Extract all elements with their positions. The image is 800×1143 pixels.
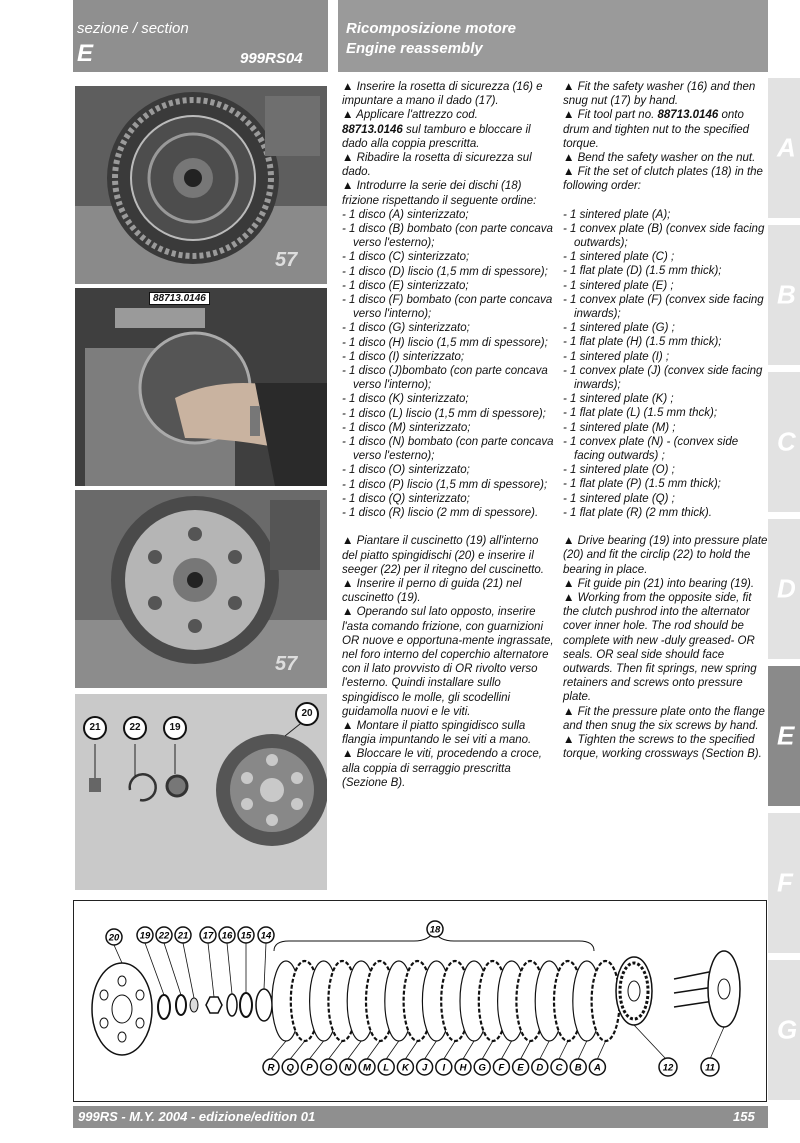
callout-21: 21 (83, 716, 107, 740)
svg-text:19: 19 (139, 930, 151, 942)
leader-line (634, 1025, 666, 1059)
list-item-en-l: - 1 flat plate (L) (1.5 mm thck); (563, 407, 718, 420)
callout-plate-k (397, 1059, 413, 1075)
tab-e[interactable] (768, 666, 800, 806)
step-en-2-a: ▲ Fit tool part no. (563, 109, 655, 122)
step-it-2-a: ▲ Applicare l'attrezzo cod. (342, 109, 478, 122)
list-item-it-l: - 1 disco (L) liscio (1,5 mm di spessore); (342, 407, 546, 420)
svg-text:N: N (344, 1062, 352, 1074)
list-item-en-r: - 1 flat plate (R) (2 mm thick). (563, 506, 712, 519)
leader-line (290, 1041, 305, 1059)
leader-line (444, 1041, 455, 1059)
callout-top-20 (106, 929, 122, 945)
svg-text:L: L (383, 1062, 390, 1074)
svg-text:P: P (306, 1062, 313, 1074)
list-item-en-k: - 1 sintered plate (K) ; (563, 393, 674, 406)
svg-text:20: 20 (108, 932, 120, 944)
photo-clutch-drum (75, 86, 327, 284)
model-code: 999RS04 (240, 50, 303, 67)
svg-text:12: 12 (662, 1062, 674, 1074)
step-it-4: ▲ Introdurre la serie dei dischi (18) frizione rispettando il seguente ordine: (342, 180, 537, 207)
callout-plate-p (301, 1059, 317, 1075)
leader-line (264, 943, 266, 989)
svg-text:B: B (574, 1062, 582, 1074)
list-item-it-m: - 1 disco (M) sinterizzato; (342, 421, 471, 434)
list-item-en-m: - 1 sintered plate (M) ; (563, 421, 676, 434)
list-item-en-f: - 1 convex plate (F) (convex side facing inwards); (563, 293, 764, 321)
step-en-9: ▲ Tighten the screws to the specified torque, working crossways (Section B). (563, 733, 762, 761)
svg-text:17: 17 (202, 930, 214, 942)
tab-d[interactable] (768, 519, 800, 659)
svg-text:14: 14 (260, 930, 272, 942)
callout-19: 19 (163, 716, 187, 740)
tab-f-label: F (777, 867, 793, 898)
clutch-drum-drawing (616, 957, 652, 1025)
svg-text:I: I (442, 1062, 446, 1074)
list-item-it-e: - 1 disco (E) sinterizzato; (342, 279, 469, 292)
leader-line (597, 1041, 605, 1059)
step-it-2-b: sul tamburo e bloccare il dado alla coppia prescritta. (342, 123, 531, 150)
list-item-en-j: - 1 convex plate (J) (convex side facing inwards); (563, 364, 763, 392)
svg-text:E: E (517, 1062, 524, 1074)
leader-line (540, 1041, 549, 1059)
leader-line (271, 1041, 286, 1059)
leader-line (309, 1041, 323, 1059)
step-en-8: ▲ Fit the pressure plate onto the flange and then snug the six screws by hand. (563, 705, 765, 732)
list-item-it-j: - 1 disco (J)bombato (con parte concava verso l'interno); (342, 365, 548, 392)
callout-top-19 (137, 927, 153, 943)
step-it-3: ▲ Ribadire la rosetta di sicurezza sul dado. (342, 152, 532, 179)
page-title-en: Engine reassembly (346, 40, 483, 57)
svg-text:K: K (401, 1062, 409, 1074)
svg-text:D: D (536, 1062, 544, 1074)
leader-line (405, 1041, 417, 1059)
tab-e-label: E (777, 720, 795, 751)
leader-line (227, 943, 232, 994)
svg-text:18: 18 (429, 924, 441, 936)
callout-top-17 (200, 927, 216, 943)
callout-plate-d (532, 1059, 548, 1075)
list-item-en-d: - 1 flat plate (D) (1.5 mm thick); (563, 265, 722, 278)
list-item-it-g: - 1 disco (G) sinterizzato; (342, 322, 470, 335)
leader-line (329, 1041, 343, 1059)
callout-plate-m (359, 1059, 375, 1075)
list-item-it-r: - 1 disco (R) liscio (2 mm di spessore). (342, 507, 539, 520)
list-item-en-a: - 1 sintered plate (A); (563, 208, 671, 221)
step-it-9: ▲ Bloccare le viti, procedendo a croce, alla coppia di serraggio prescritta (Sezione B). (342, 748, 542, 789)
tab-b[interactable] (768, 225, 800, 365)
callout-top-18 (427, 921, 443, 937)
tab-c[interactable] (768, 372, 800, 512)
exploded-clutch-diagram (73, 900, 767, 1102)
tab-g[interactable] (768, 960, 800, 1100)
svg-text:G: G (478, 1062, 486, 1074)
callout-top-22 (156, 927, 172, 943)
step-en-1: ▲ Fit the safety washer (16) and then snug nut (17) by hand. (563, 81, 756, 108)
tab-b-label: B (777, 279, 796, 310)
list-item-it-o: - 1 disco (O) sinterizzato; (342, 464, 470, 477)
clutch-hub-drawing (674, 951, 740, 1027)
list-item-en-b: - 1 convex plate (B) (convex side facing outwards); (563, 222, 765, 250)
callout-20: 20 (295, 702, 319, 726)
list-item-it-c: - 1 disco (C) sinterizzato; (342, 251, 470, 264)
exploded-view-drawing (74, 901, 766, 1101)
section-letter: E (77, 40, 94, 67)
callout-plate-j (417, 1059, 433, 1075)
callout-plate-a (589, 1059, 605, 1075)
tab-c-label: C (777, 426, 796, 457)
callout-plate-q (282, 1059, 298, 1075)
list-item-it-k: - 1 disco (K) sinterizzato; (342, 393, 469, 406)
page-title-it: Ricomposizione motore (346, 20, 517, 37)
leader-line (482, 1041, 493, 1059)
section-label: sezione / section (77, 20, 189, 37)
tab-f[interactable] (768, 813, 800, 953)
leader-line (578, 1041, 587, 1059)
callout-plate-f (493, 1059, 509, 1075)
svg-text:F: F (498, 1062, 505, 1074)
list-item-en-g: - 1 sintered plate (G) ; (563, 322, 675, 335)
svg-text:57: 57 (275, 249, 298, 271)
footer-edition: 999RS - M.Y. 2004 - edizione/edition 01 (78, 1109, 316, 1124)
tool-code-en: 88713.0146 (657, 109, 719, 122)
list-item-en-q: - 1 sintered plate (Q) ; (563, 492, 675, 505)
callout-plate-n (340, 1059, 356, 1075)
pressure-plate-drawing (92, 963, 152, 1055)
callout-top-15 (238, 927, 254, 943)
list-item-it-i: - 1 disco (I) sinterizzato; (342, 350, 465, 363)
svg-text:11: 11 (705, 1062, 715, 1074)
callout-12 (659, 1058, 677, 1076)
leader-line (521, 1041, 531, 1059)
svg-text:C: C (555, 1062, 563, 1074)
list-item-en-h: - 1 flat plate (H) (1.5 mm thick); (563, 336, 722, 349)
callout-plate-h (455, 1059, 471, 1075)
leader-line (501, 1041, 511, 1059)
callout-22: 22 (123, 716, 147, 740)
callout-plate-e (513, 1059, 529, 1075)
svg-text:16: 16 (221, 930, 233, 942)
small-parts-drawing (158, 989, 272, 1021)
leader-line (367, 1041, 380, 1059)
callout-plate-o (321, 1059, 337, 1075)
svg-text:57: 57 (275, 653, 298, 675)
svg-text:21: 21 (177, 930, 189, 942)
photo-pressure-plate-mounted (75, 490, 327, 688)
svg-text:A: A (593, 1062, 601, 1074)
list-item-en-e: - 1 sintered plate (E) ; (563, 279, 674, 292)
svg-text:J: J (421, 1062, 428, 1074)
callout-plate-c (551, 1059, 567, 1075)
photo-parts (75, 694, 327, 890)
step-en-3: ▲ Bend the safety washer on the nut. (563, 152, 756, 165)
callout-plate-r (263, 1059, 279, 1075)
leader-line (463, 1041, 474, 1059)
callout-top-21 (175, 927, 191, 943)
callout-top-16 (219, 927, 235, 943)
step-it-6: ▲ Inserire il perno di guida (21) nel cuscinetto (19). (342, 577, 522, 605)
leader-line (164, 943, 181, 995)
callout-plate-b (570, 1059, 586, 1075)
callout-top-14 (258, 927, 274, 943)
list-item-it-d: - 1 disco (D) liscio (1,5 mm di spessore); (342, 265, 548, 278)
list-item-it-q: - 1 disco (Q) sinterizzato; (342, 492, 470, 505)
step-en-2-b: onto drum and tighten nut to the specified torque. (563, 109, 750, 150)
photo-tool-applied (75, 288, 327, 486)
callout-plate-l (378, 1059, 394, 1075)
list-item-it-n: - 1 disco (N) bombato (con parte concava verso l'esterno); (342, 436, 554, 463)
step-it-7: ▲ Operando sul lato opposto, inserire l'asta comando frizione, con guarnizioni OR nuove e opportuna-mente ingrassate, nel foro interno del coperchio alternatore con il lato provvisto di OR rivolto verso l'esterno. Quindi installare sullo spingidisco le molle, gli scodellini guidamolla nuovi e le viti. (342, 606, 554, 718)
tab-a-label: A (777, 132, 796, 163)
callout-plate-i (436, 1059, 452, 1075)
leader-line (183, 943, 194, 998)
tool-code-it: 88713.0146 (342, 123, 403, 136)
callout-plate-g (474, 1059, 490, 1075)
svg-text:O: O (324, 1062, 333, 1074)
list-item-it-h: - 1 disco (H) liscio (1,5 mm di spessore); (342, 336, 548, 349)
step-it-2 (342, 108, 554, 151)
clutch-plate-a (592, 961, 620, 1041)
tab-a[interactable] (768, 78, 800, 218)
leader-line (114, 945, 122, 963)
list-item-it-a: - 1 disco (A) sinterizzato; (342, 208, 469, 221)
svg-text:22: 22 (158, 930, 170, 942)
step-en-7: ▲ Working from the opposite side, fit the clutch pushrod into the alternator cover inner hole. The rod should be complete with new -duly greased- OR seals. OR seal side should face outwards. Then fit springs, new spring retainers and screws onto pressure plate. (563, 591, 757, 704)
step-en-6: ▲ Fit guide pin (21) into bearing (19). (563, 577, 755, 590)
step-it-8: ▲ Montare il piatto spingidisco sulla flangia impuntando le sei viti a mano. (342, 719, 532, 747)
svg-text:R: R (267, 1062, 275, 1074)
tool-part-label: 88713.0146 (149, 292, 210, 305)
text-column-italian (342, 80, 554, 790)
text-column-english (563, 80, 769, 761)
clutch-plates-stack (272, 961, 620, 1041)
leader-line (559, 1041, 568, 1059)
page-number: 155 (733, 1109, 755, 1124)
tab-g-label: G (777, 1014, 798, 1045)
svg-text:15: 15 (240, 930, 252, 942)
leader-line (425, 1041, 437, 1059)
list-item-en-i: - 1 sintered plate (I) ; (563, 350, 670, 363)
step-it-1: ▲ Inserire la rosetta di sicurezza (16) e impuntare a mano il dado (17). (342, 81, 543, 108)
leader-line (710, 1027, 724, 1059)
tab-d-label: D (777, 573, 796, 604)
svg-text:H: H (459, 1062, 467, 1074)
list-item-it-f: - 1 disco (F) bombato (con parte concava verso l'interno); (342, 294, 553, 321)
list-item-en-p: - 1 flat plate (P) (1.5 mm thick); (563, 478, 721, 491)
list-item-en-n: - 1 convex plate (N) - (convex side facing outwards) ; (563, 435, 739, 463)
step-en-2 (563, 108, 769, 151)
list-item-en-o: - 1 sintered plate (O) ; (563, 464, 675, 477)
leader-line (348, 1041, 361, 1059)
list-item-en-c: - 1 sintered plate (C) ; (563, 251, 675, 264)
step-it-5: ▲ Piantare il cuscinetto (19) all'interno del piatto spingidischi (20) e inserire il seeger (22) per il ritegno del cuscinetto. (342, 535, 544, 576)
svg-text:M: M (363, 1062, 371, 1074)
list-item-it-b: - 1 disco (B) bombato (con parte concava verso l'esterno); (342, 223, 553, 250)
leader-line (208, 943, 214, 997)
list-item-it-p: - 1 disco (P) liscio (1,5 mm di spessore); (342, 478, 548, 491)
leader-line (386, 1041, 399, 1059)
step-en-4: ▲ Fit the set of clutch plates (18) in the following order: (563, 166, 763, 193)
svg-text:Q: Q (286, 1062, 294, 1074)
step-en-5: ▲ Drive bearing (19) into pressure plate (20) and fit the circlip (22) to hold the bearing in place. (563, 535, 768, 576)
callout-11 (701, 1058, 719, 1076)
